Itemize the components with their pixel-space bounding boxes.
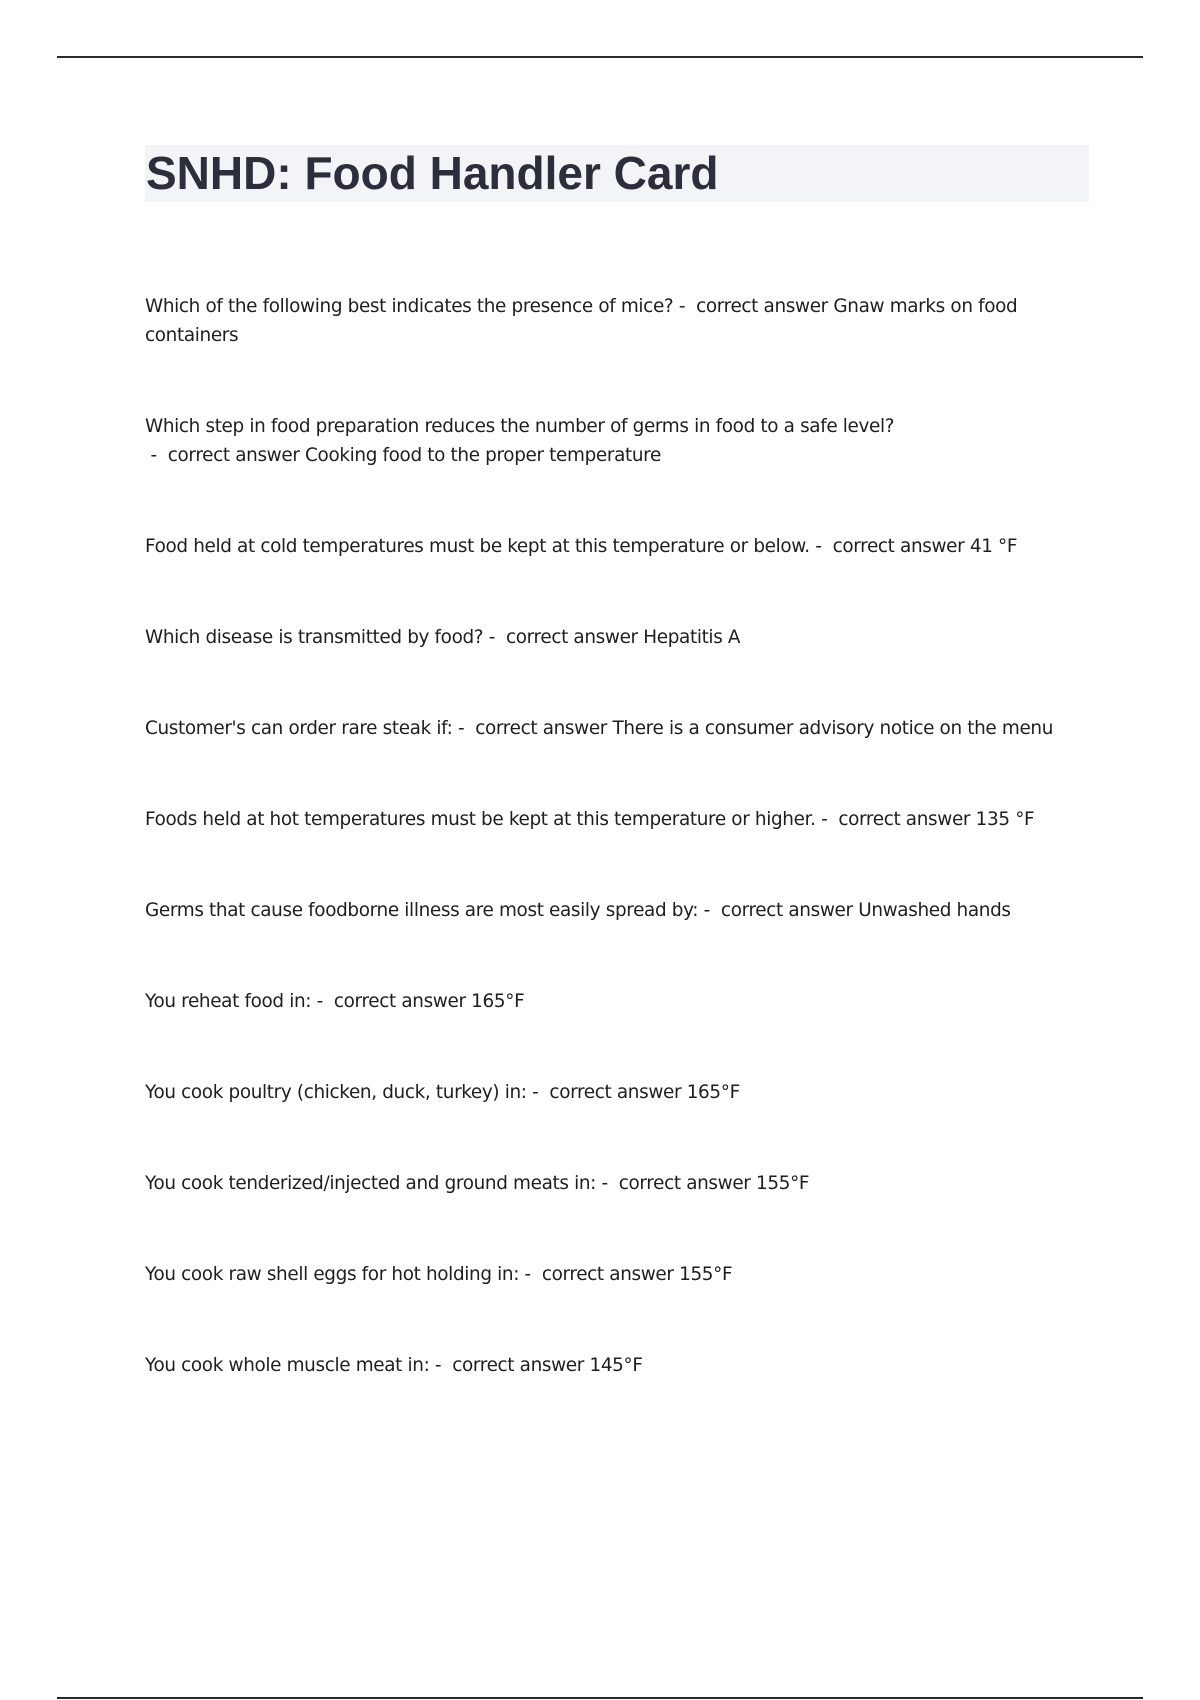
answer-separator: - correct answer (815, 809, 976, 830)
qa-item (145, 1078, 1085, 1107)
qa-item (145, 1169, 1085, 1198)
qa-item (145, 987, 1085, 1016)
answer-text: 41 °F (969, 536, 1018, 557)
question-text: You cook raw shell eggs for hot holding in: (145, 1264, 520, 1285)
answer-text: 155°F (679, 1264, 733, 1285)
qa-item (145, 805, 1085, 834)
answer-separator: - correct answer (452, 718, 613, 739)
answer-text: Hepatitis A (643, 627, 741, 648)
answer-text: Unwashed hands (858, 900, 1011, 921)
answer-text: 135 °F (975, 809, 1035, 830)
answer-separator: - correct answer (809, 536, 970, 557)
answer-separator: - correct answer (429, 1355, 590, 1376)
qa-item (145, 532, 1085, 561)
qa-item (145, 896, 1085, 925)
answer-separator: - correct answer (483, 627, 644, 648)
qa-list (145, 292, 1085, 1442)
question-text: Which of the following best indicates the presence of mice? (145, 296, 674, 317)
question-text: You cook whole muscle meat in: (145, 1355, 430, 1376)
qa-item (145, 1260, 1085, 1289)
answer-text: Gnaw marks on food containers (145, 296, 1018, 346)
question-text: Which disease is transmitted by food? (145, 627, 484, 648)
answer-text: There is a consumer advisory notice on the menu (612, 718, 1054, 739)
qa-item (145, 292, 1085, 350)
qa-item (145, 412, 1085, 470)
question-text: Food held at cold temperatures must be kept at this temperature or below. (145, 536, 810, 557)
answer-text: 165°F (471, 991, 525, 1012)
answer-separator: - correct answer (311, 991, 472, 1012)
question-text: Foods held at hot temperatures must be kept at this temperature or higher. (145, 809, 816, 830)
answer-separator: - correct answer (595, 1173, 757, 1194)
header-rule (57, 56, 1143, 58)
answer-separator: - correct answer (519, 1264, 680, 1285)
question-text: Germs that cause foodborne illness are most easily spread by: (145, 900, 699, 921)
question-text: Customer's can order rare steak if: (145, 718, 453, 739)
question-text: You cook tenderized/injected and ground meats in: (145, 1173, 596, 1194)
footer-rule (57, 1697, 1143, 1699)
question-text: You reheat food in: (145, 991, 312, 1012)
answer-separator: - correct answer (673, 296, 834, 317)
page-title: SNHD: Food Handler Card (146, 147, 719, 199)
qa-item (145, 714, 1085, 743)
answer-text: Cooking food to the proper temperature (305, 445, 661, 466)
answer-separator: - correct answer (698, 900, 859, 921)
answer-separator: - correct answer (145, 445, 306, 466)
qa-item (145, 623, 1085, 652)
question-text: Which step in food preparation reduces the number of germs in food to a safe level? (145, 416, 895, 437)
answer-text: 145°F (589, 1355, 643, 1376)
answer-text: 165°F (686, 1082, 740, 1103)
qa-item (145, 1351, 1085, 1380)
question-text: You cook poultry (chicken, duck, turkey) in: (145, 1082, 527, 1103)
answer-separator: - correct answer (526, 1082, 687, 1103)
answer-text: 155°F (756, 1173, 810, 1194)
